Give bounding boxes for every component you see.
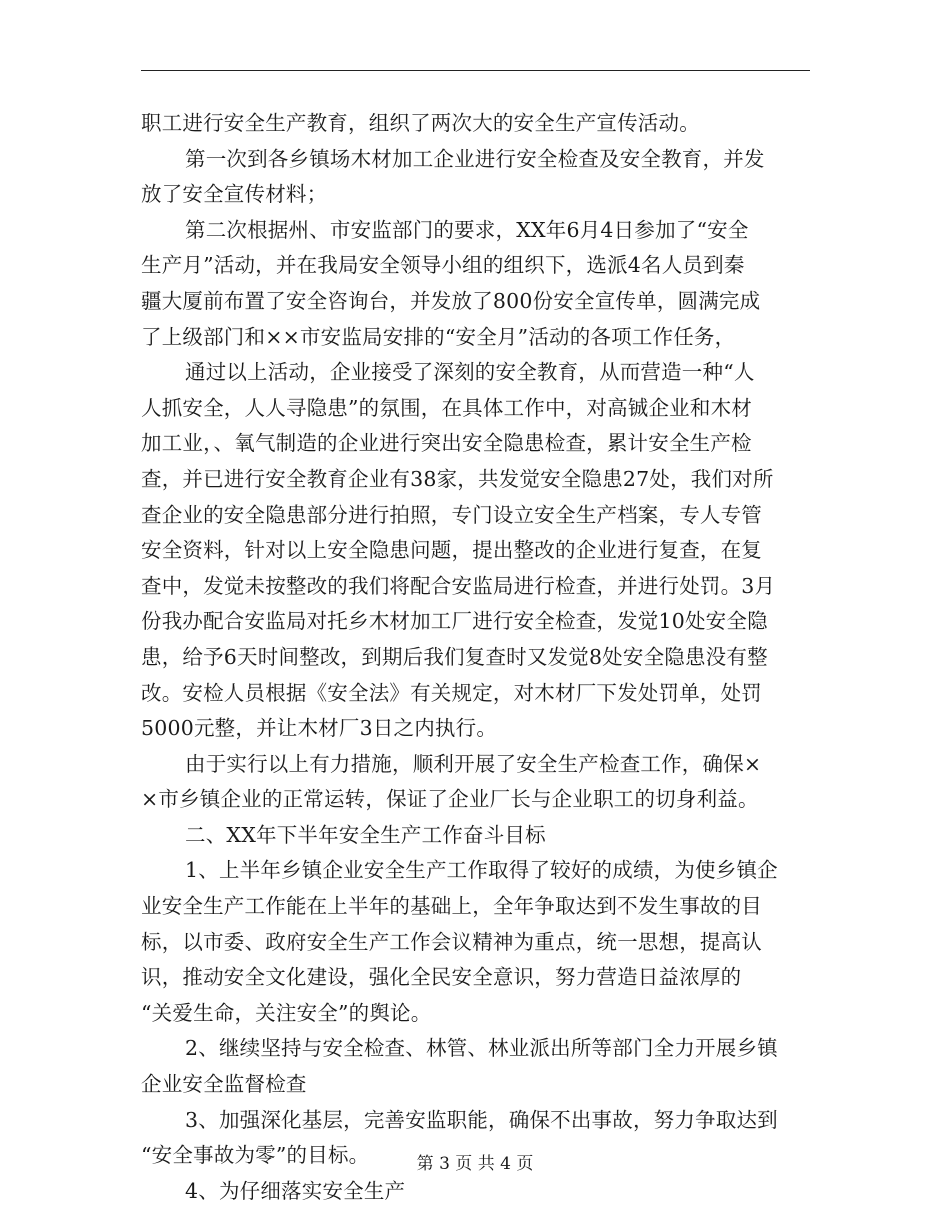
text-line: 份我办配合安监局对托乡木材加工厂进行安全检查，发觉10处安全隐 xyxy=(141,609,768,634)
text-line: 患，给予6天时间整改，到期后我们复查时又发觉8处安全隐患没有整 xyxy=(141,644,768,669)
document-body xyxy=(141,106,810,1209)
text-line: 业安全生产工作能在上半年的基础上，全年争取达到不发生事故的目 xyxy=(141,894,762,919)
text-line: 疆大厦前布置了安全咨询台，并发放了800份安全宣传单，圆满完成 xyxy=(141,288,761,313)
section-heading: 二、XX年下半年安全生产工作奋斗目标 xyxy=(185,822,546,847)
text-line: 了上级部门和××市安监局安排的“安全月”活动的各项工作任务， xyxy=(141,324,736,349)
text-line: 2、继续坚持与安全检查、林管、林业派出所等部门全力开展乡镇 xyxy=(185,1036,778,1061)
text-line: “安全事故为零”的目标。 xyxy=(141,1143,370,1168)
text-line: ×市乡镇企业的正常运转，保证了企业厂长与企业职工的切身利益。 xyxy=(141,787,759,812)
text-line: 查，并已进行安全教育企业有38家，共发觉安全隐患27处，我们对所 xyxy=(141,466,774,491)
text-line: 安全资料，针对以上安全隐患问题，提出整改的企业进行复查，在复 xyxy=(141,538,762,563)
text-line: 识，推动安全文化建设，强化全民安全意识，努力营造日益浓厚的 xyxy=(141,965,742,990)
text-line: 3、加强深化基层，完善安监职能，确保不出事故，努力争取达到 xyxy=(185,1107,778,1132)
text-line: 加工业，、氧气制造的企业进行突出安全隐患检查，累计安全生产检 xyxy=(141,431,752,456)
text-line: 生产月”活动，并在我局安全领导小组的组织下，选派4名人员到秦 xyxy=(141,253,745,278)
text-line: 企业安全监督检查 xyxy=(141,1072,307,1097)
text-line: 第一次到各乡镇场木材加工企业进行安全检查及安全教育，并发 xyxy=(185,146,765,171)
text-line: 标，以市委、政府安全生产工作会议精神为重点，统一思想，提高认 xyxy=(141,929,762,954)
text-line: 职工进行安全生产教育，组织了两次大的安全生产宣传活动。 xyxy=(141,111,700,135)
text-line: 改。安检人员根据《安全法》有关规定，对木材厂下发处罚单，处罚 xyxy=(141,680,762,705)
page-number: 第 3 页 共 4 页 xyxy=(416,1154,534,1174)
text-line: 5000元整，并让木材厂3日之内执行。 xyxy=(141,716,498,741)
text-line: 4、为仔细落实安全生产 xyxy=(185,1178,406,1203)
header-rule xyxy=(141,70,810,71)
text-line: 查企业的安全隐患部分进行拍照，专门设立安全生产档案，专人专管 xyxy=(141,502,762,527)
text-line: 放了安全宣传材料； xyxy=(141,182,328,207)
text-line: 由于实行以上有力措施，顺利开展了安全生产检查工作，确保× xyxy=(185,751,762,776)
text-line: 查中，发觉未按整改的我们将配合安监局进行检查，并进行处罚。3月 xyxy=(141,573,776,598)
text-line: “关爱生命，关注安全”的舆论。 xyxy=(141,1000,432,1025)
text-line: 通过以上活动，企业接受了深刻的安全教育，从而营造一种“人 xyxy=(185,360,755,385)
text-line: 1、上半年乡镇企业安全生产工作取得了较好的成绩，为使乡镇企 xyxy=(185,858,778,883)
text-line: 第二次根据州、市安监部门的要求，XX年6月4日参加了“安全 xyxy=(185,217,749,242)
text-line: 人抓安全，人人寻隐患”的氛围，在具体工作中，对高铖企业和木材 xyxy=(141,395,752,420)
